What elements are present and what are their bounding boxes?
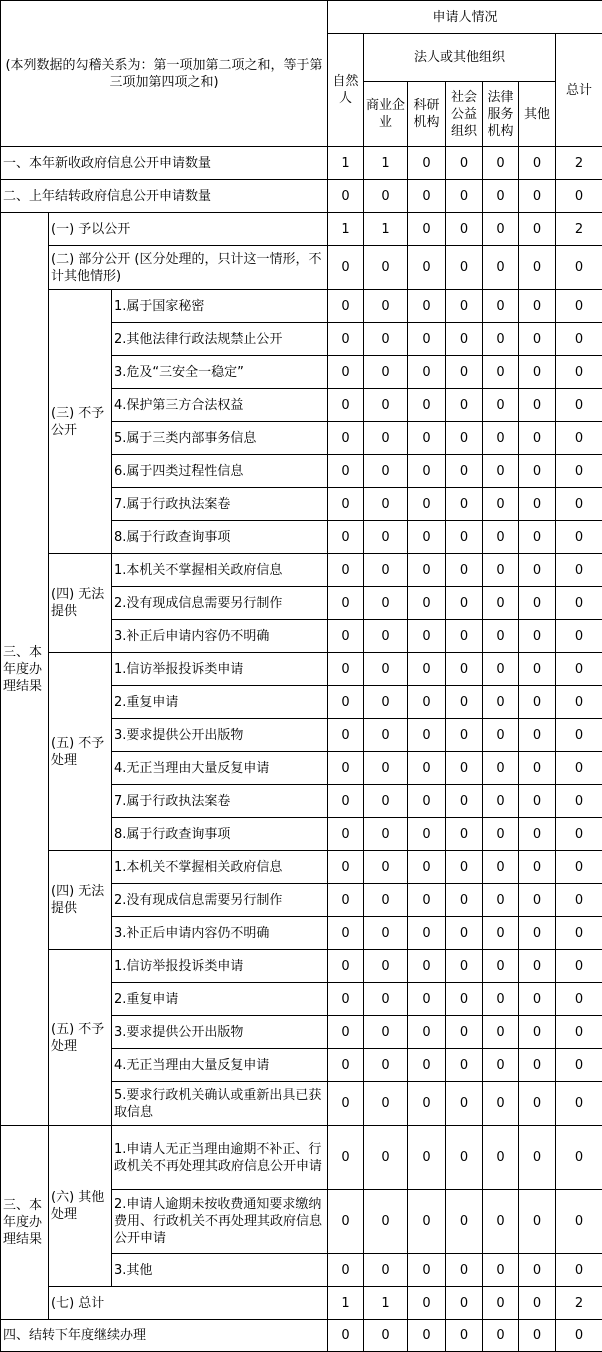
value-cell: 0 — [328, 950, 364, 983]
value-cell: 0 — [483, 587, 519, 620]
value-cell: 0 — [408, 147, 446, 180]
value-cell: 0 — [364, 455, 408, 488]
value-cell: 0 — [556, 620, 602, 653]
value-cell: 0 — [364, 180, 408, 213]
value-cell: 0 — [446, 719, 483, 752]
item-label: 3.要求提供公开出版物 — [112, 1016, 328, 1049]
item-label: 4.无正当理由大量反复申请 — [112, 1049, 328, 1082]
value-cell: 0 — [519, 620, 556, 653]
value-cell: 0 — [556, 323, 602, 356]
value-cell: 0 — [408, 1254, 446, 1287]
value-cell: 0 — [483, 422, 519, 455]
value-cell: 0 — [446, 884, 483, 917]
value-cell: 0 — [408, 983, 446, 1016]
value-cell: 0 — [408, 1016, 446, 1049]
value-cell: 0 — [483, 356, 519, 389]
value-cell: 0 — [519, 290, 556, 323]
item-label: 7.属于行政执法案卷 — [112, 488, 328, 521]
value-cell: 0 — [446, 389, 483, 422]
value-cell: 0 — [364, 785, 408, 818]
value-cell: 0 — [556, 246, 602, 290]
value-cell: 0 — [408, 356, 446, 389]
value-cell: 0 — [519, 554, 556, 587]
value-cell: 0 — [364, 686, 408, 719]
item-label: 3.危及“三安全一稳定” — [112, 356, 328, 389]
value-cell: 0 — [483, 213, 519, 246]
value-cell: 0 — [519, 455, 556, 488]
value-cell: 0 — [556, 851, 602, 884]
value-cell: 0 — [328, 1126, 364, 1190]
value-cell: 0 — [328, 246, 364, 290]
row-label-carryover: 二、上年结转政府信息公开申请数量 — [1, 180, 328, 213]
value-cell: 0 — [483, 620, 519, 653]
value-cell: 0 — [328, 620, 364, 653]
value-cell: 0 — [519, 1320, 556, 1352]
value-cell: 0 — [519, 213, 556, 246]
item-label: 1.信访举报投诉类申请 — [112, 950, 328, 983]
value-cell: 0 — [328, 851, 364, 884]
value-cell: 1 — [328, 213, 364, 246]
value-cell: 0 — [483, 1287, 519, 1320]
value-cell: 0 — [446, 147, 483, 180]
value-cell: 0 — [408, 653, 446, 686]
value-cell: 0 — [328, 1190, 364, 1254]
group-label-total: (七) 总计 — [49, 1287, 328, 1320]
value-cell: 0 — [556, 1254, 602, 1287]
header-total: 总计 — [556, 34, 602, 147]
value-cell: 0 — [556, 653, 602, 686]
value-cell: 0 — [364, 1126, 408, 1190]
value-cell: 0 — [556, 1049, 602, 1082]
value-cell: 0 — [483, 290, 519, 323]
value-cell: 0 — [556, 785, 602, 818]
value-cell: 0 — [364, 554, 408, 587]
value-cell: 0 — [446, 246, 483, 290]
value-cell: 0 — [556, 686, 602, 719]
value-cell: 0 — [519, 653, 556, 686]
value-cell: 0 — [446, 488, 483, 521]
value-cell: 0 — [483, 1190, 519, 1254]
value-cell: 0 — [328, 686, 364, 719]
item-label: 2.重复申请 — [112, 983, 328, 1016]
value-cell: 0 — [446, 1126, 483, 1190]
header-natural-person: 自然人 — [328, 34, 364, 147]
value-cell: 0 — [519, 422, 556, 455]
value-cell: 0 — [519, 356, 556, 389]
header-research: 科研机构 — [408, 82, 446, 147]
value-cell: 0 — [519, 983, 556, 1016]
value-cell: 0 — [556, 180, 602, 213]
value-cell: 0 — [364, 1254, 408, 1287]
value-cell: 0 — [483, 1049, 519, 1082]
value-cell: 0 — [364, 653, 408, 686]
value-cell: 2 — [556, 147, 602, 180]
value-cell: 0 — [556, 290, 602, 323]
item-label: 3.补正后申请内容仍不明确 — [112, 917, 328, 950]
value-cell: 0 — [446, 1254, 483, 1287]
item-label: 2.没有现成信息需要另行制作 — [112, 587, 328, 620]
value-cell: 0 — [364, 389, 408, 422]
value-cell: 0 — [364, 246, 408, 290]
value-cell: 0 — [556, 389, 602, 422]
value-cell: 0 — [556, 1320, 602, 1352]
value-cell: 0 — [446, 785, 483, 818]
value-cell: 0 — [364, 950, 408, 983]
value-cell: 0 — [483, 147, 519, 180]
group-label-unavailable: (四) 无法提供 — [49, 851, 112, 950]
value-cell: 0 — [483, 752, 519, 785]
value-cell: 0 — [328, 1320, 364, 1352]
value-cell: 0 — [519, 521, 556, 554]
value-cell: 0 — [364, 587, 408, 620]
value-cell: 0 — [483, 488, 519, 521]
value-cell: 0 — [519, 587, 556, 620]
value-cell: 0 — [556, 950, 602, 983]
value-cell: 0 — [483, 1320, 519, 1352]
value-cell: 0 — [364, 290, 408, 323]
header-business: 商业企业 — [364, 82, 408, 147]
value-cell: 0 — [483, 1254, 519, 1287]
value-cell: 0 — [519, 686, 556, 719]
value-cell: 0 — [519, 1126, 556, 1190]
value-cell: 0 — [328, 1049, 364, 1082]
value-cell: 0 — [446, 1320, 483, 1352]
value-cell: 0 — [446, 422, 483, 455]
value-cell: 0 — [483, 818, 519, 851]
value-cell: 0 — [328, 917, 364, 950]
value-cell: 0 — [483, 323, 519, 356]
value-cell: 0 — [446, 1082, 483, 1126]
value-cell: 0 — [364, 917, 408, 950]
value-cell: 0 — [446, 653, 483, 686]
value-cell: 0 — [446, 1016, 483, 1049]
value-cell: 0 — [364, 620, 408, 653]
value-cell: 0 — [328, 389, 364, 422]
value-cell: 0 — [446, 290, 483, 323]
value-cell: 0 — [364, 323, 408, 356]
value-cell: 0 — [519, 1082, 556, 1126]
value-cell: 0 — [364, 1190, 408, 1254]
value-cell: 0 — [519, 785, 556, 818]
value-cell: 0 — [328, 587, 364, 620]
value-cell: 0 — [328, 752, 364, 785]
value-cell: 0 — [408, 686, 446, 719]
item-label: 5.要求行政机关确认或重新出具已获取信息 — [112, 1082, 328, 1126]
value-cell: 0 — [556, 1016, 602, 1049]
value-cell: 0 — [364, 422, 408, 455]
item-label: 1.本机关不掌握相关政府信息 — [112, 554, 328, 587]
value-cell: 0 — [364, 521, 408, 554]
value-cell: 0 — [408, 1126, 446, 1190]
value-cell: 0 — [408, 180, 446, 213]
value-cell: 0 — [328, 884, 364, 917]
header-social: 社会公益组织 — [446, 82, 483, 147]
value-cell: 0 — [556, 983, 602, 1016]
value-cell: 0 — [519, 1287, 556, 1320]
value-cell: 0 — [408, 290, 446, 323]
value-cell: 0 — [328, 290, 364, 323]
value-cell: 0 — [446, 752, 483, 785]
item-label: 3.补正后申请内容仍不明确 — [112, 620, 328, 653]
group-label-disclose: (一) 予以公开 — [49, 213, 328, 246]
value-cell: 0 — [556, 884, 602, 917]
value-cell: 0 — [328, 488, 364, 521]
value-cell: 0 — [328, 1016, 364, 1049]
value-cell: 0 — [519, 1049, 556, 1082]
value-cell: 0 — [328, 719, 364, 752]
value-cell: 0 — [556, 1126, 602, 1190]
value-cell: 0 — [364, 884, 408, 917]
value-cell: 0 — [364, 719, 408, 752]
value-cell: 2 — [556, 1287, 602, 1320]
item-label: 8.属于行政查询事项 — [112, 818, 328, 851]
group-label-not-processed: (五) 不予处理 — [49, 653, 112, 851]
item-label: 4.保护第三方合法权益 — [112, 389, 328, 422]
value-cell: 0 — [519, 818, 556, 851]
header-legal-service: 法律服务机构 — [483, 82, 519, 147]
value-cell: 0 — [408, 1320, 446, 1352]
value-cell: 0 — [364, 1016, 408, 1049]
value-cell: 0 — [519, 719, 556, 752]
value-cell: 0 — [446, 180, 483, 213]
value-cell: 0 — [408, 1287, 446, 1320]
value-cell: 0 — [483, 983, 519, 1016]
value-cell: 0 — [328, 422, 364, 455]
value-cell: 0 — [364, 851, 408, 884]
value-cell: 0 — [446, 455, 483, 488]
value-cell: 0 — [408, 389, 446, 422]
value-cell: 0 — [408, 851, 446, 884]
value-cell: 0 — [446, 554, 483, 587]
value-cell: 0 — [408, 488, 446, 521]
value-cell: 0 — [328, 356, 364, 389]
value-cell: 0 — [446, 686, 483, 719]
value-cell: 0 — [408, 818, 446, 851]
value-cell: 0 — [446, 818, 483, 851]
item-label: 7.属于行政执法案卷 — [112, 785, 328, 818]
value-cell: 0 — [408, 246, 446, 290]
value-cell: 0 — [328, 653, 364, 686]
value-cell: 0 — [408, 884, 446, 917]
value-cell: 1 — [328, 1287, 364, 1320]
value-cell: 0 — [446, 521, 483, 554]
value-cell: 0 — [483, 686, 519, 719]
value-cell: 0 — [408, 785, 446, 818]
item-label: 3.其他 — [112, 1254, 328, 1287]
value-cell: 0 — [483, 950, 519, 983]
value-cell: 0 — [328, 983, 364, 1016]
value-cell: 0 — [483, 180, 519, 213]
value-cell: 0 — [446, 950, 483, 983]
group-label-other: (六) 其他处理 — [49, 1126, 112, 1287]
value-cell: 0 — [408, 917, 446, 950]
value-cell: 0 — [519, 884, 556, 917]
value-cell: 0 — [446, 1287, 483, 1320]
value-cell: 0 — [364, 488, 408, 521]
value-cell: 0 — [446, 587, 483, 620]
value-cell: 0 — [328, 323, 364, 356]
value-cell: 0 — [328, 1254, 364, 1287]
value-cell: 0 — [446, 213, 483, 246]
value-cell: 0 — [328, 554, 364, 587]
value-cell: 0 — [328, 785, 364, 818]
value-cell: 0 — [446, 620, 483, 653]
value-cell: 0 — [364, 752, 408, 785]
value-cell: 1 — [364, 147, 408, 180]
section-label-results: 三、本年度办理结果 — [1, 213, 49, 1126]
value-cell: 0 — [328, 521, 364, 554]
value-cell: 0 — [408, 1190, 446, 1254]
item-label: 2.没有现成信息需要另行制作 — [112, 884, 328, 917]
item-label: 2.重复申请 — [112, 686, 328, 719]
value-cell: 0 — [408, 1082, 446, 1126]
value-cell: 0 — [364, 1049, 408, 1082]
value-cell: 0 — [519, 917, 556, 950]
value-cell: 0 — [408, 554, 446, 587]
header-note: (本列数据的勾稽关系为：第一项加第二项之和，等于第三项加第四项之和) — [1, 1, 328, 147]
value-cell: 0 — [556, 554, 602, 587]
item-label: 6.属于四类过程性信息 — [112, 455, 328, 488]
value-cell: 0 — [446, 1049, 483, 1082]
value-cell: 0 — [556, 356, 602, 389]
value-cell: 0 — [408, 213, 446, 246]
value-cell: 0 — [556, 719, 602, 752]
value-cell: 0 — [446, 983, 483, 1016]
group-label-unavailable: (四) 无法提供 — [49, 554, 112, 653]
item-label: 2.其他法律行政法规禁止公开 — [112, 323, 328, 356]
group-label-not-processed: (五) 不予处理 — [49, 950, 112, 1126]
value-cell: 0 — [556, 488, 602, 521]
item-label: 5.属于三类内部事务信息 — [112, 422, 328, 455]
item-label: 1.本机关不掌握相关政府信息 — [112, 851, 328, 884]
value-cell: 0 — [408, 620, 446, 653]
value-cell: 0 — [556, 587, 602, 620]
value-cell: 0 — [408, 719, 446, 752]
value-cell: 0 — [483, 917, 519, 950]
item-label: 3.要求提供公开出版物 — [112, 719, 328, 752]
value-cell: 0 — [408, 422, 446, 455]
value-cell: 0 — [483, 554, 519, 587]
row-label-next-year: 四、结转下年度继续办理 — [1, 1320, 328, 1352]
value-cell: 0 — [519, 1190, 556, 1254]
value-cell: 0 — [556, 1190, 602, 1254]
value-cell: 0 — [446, 917, 483, 950]
value-cell: 0 — [519, 950, 556, 983]
value-cell: 0 — [519, 1254, 556, 1287]
value-cell: 0 — [556, 917, 602, 950]
item-label: 4.无正当理由大量反复申请 — [112, 752, 328, 785]
value-cell: 0 — [483, 785, 519, 818]
value-cell: 1 — [364, 1287, 408, 1320]
value-cell: 0 — [556, 1082, 602, 1126]
value-cell: 0 — [556, 521, 602, 554]
value-cell: 1 — [364, 213, 408, 246]
value-cell: 0 — [483, 1082, 519, 1126]
value-cell: 0 — [446, 1190, 483, 1254]
item-label: 1.属于国家秘密 — [112, 290, 328, 323]
value-cell: 0 — [519, 180, 556, 213]
value-cell: 0 — [519, 246, 556, 290]
value-cell: 0 — [483, 521, 519, 554]
item-label: 1.申请人无正当理由逾期不补正、行政机关不再处理其政府信息公开申请 — [112, 1126, 328, 1190]
value-cell: 0 — [364, 1320, 408, 1352]
value-cell: 0 — [328, 180, 364, 213]
value-cell: 0 — [519, 147, 556, 180]
value-cell: 0 — [483, 653, 519, 686]
value-cell: 0 — [364, 1082, 408, 1126]
value-cell: 0 — [408, 587, 446, 620]
value-cell: 0 — [483, 851, 519, 884]
value-cell: 0 — [483, 389, 519, 422]
item-label: 1.信访举报投诉类申请 — [112, 653, 328, 686]
value-cell: 0 — [408, 950, 446, 983]
value-cell: 0 — [328, 1082, 364, 1126]
value-cell: 0 — [483, 1126, 519, 1190]
value-cell: 0 — [556, 455, 602, 488]
value-cell: 0 — [364, 356, 408, 389]
value-cell: 0 — [446, 851, 483, 884]
header-legal-group: 法人或其他组织 — [364, 34, 556, 82]
value-cell: 0 — [364, 983, 408, 1016]
value-cell: 0 — [519, 752, 556, 785]
group-label-nondisclose: (三) 不予公开 — [49, 290, 112, 554]
value-cell: 0 — [328, 455, 364, 488]
value-cell: 0 — [364, 818, 408, 851]
value-cell: 0 — [556, 818, 602, 851]
value-cell: 0 — [408, 752, 446, 785]
value-cell: 0 — [446, 356, 483, 389]
item-label: 2.申请人逾期未按收费通知要求缴纳费用、行政机关不再处理其政府信息公开申请 — [112, 1190, 328, 1254]
value-cell: 0 — [408, 1049, 446, 1082]
value-cell: 0 — [446, 323, 483, 356]
value-cell: 0 — [556, 422, 602, 455]
group-label-partial: (二) 部分公开 (区分处理的，只计这一情形，不计其他情形) — [49, 246, 328, 290]
value-cell: 0 — [483, 455, 519, 488]
header-other: 其他 — [519, 82, 556, 147]
item-label: 8.属于行政查询事项 — [112, 521, 328, 554]
header-applicant: 申请人情况 — [328, 1, 602, 34]
value-cell: 0 — [408, 323, 446, 356]
value-cell: 0 — [519, 323, 556, 356]
value-cell: 2 — [556, 213, 602, 246]
row-label-new: 一、本年新收政府信息公开申请数量 — [1, 147, 328, 180]
value-cell: 1 — [328, 147, 364, 180]
value-cell: 0 — [408, 521, 446, 554]
value-cell: 0 — [556, 752, 602, 785]
value-cell: 0 — [483, 719, 519, 752]
value-cell: 0 — [483, 246, 519, 290]
value-cell: 0 — [519, 488, 556, 521]
section-label-results: 三、本年度办理结果 — [1, 1126, 49, 1320]
value-cell: 0 — [519, 1016, 556, 1049]
value-cell: 0 — [483, 1016, 519, 1049]
value-cell: 0 — [519, 851, 556, 884]
value-cell: 0 — [483, 884, 519, 917]
value-cell: 0 — [328, 818, 364, 851]
value-cell: 0 — [519, 389, 556, 422]
value-cell: 0 — [408, 455, 446, 488]
